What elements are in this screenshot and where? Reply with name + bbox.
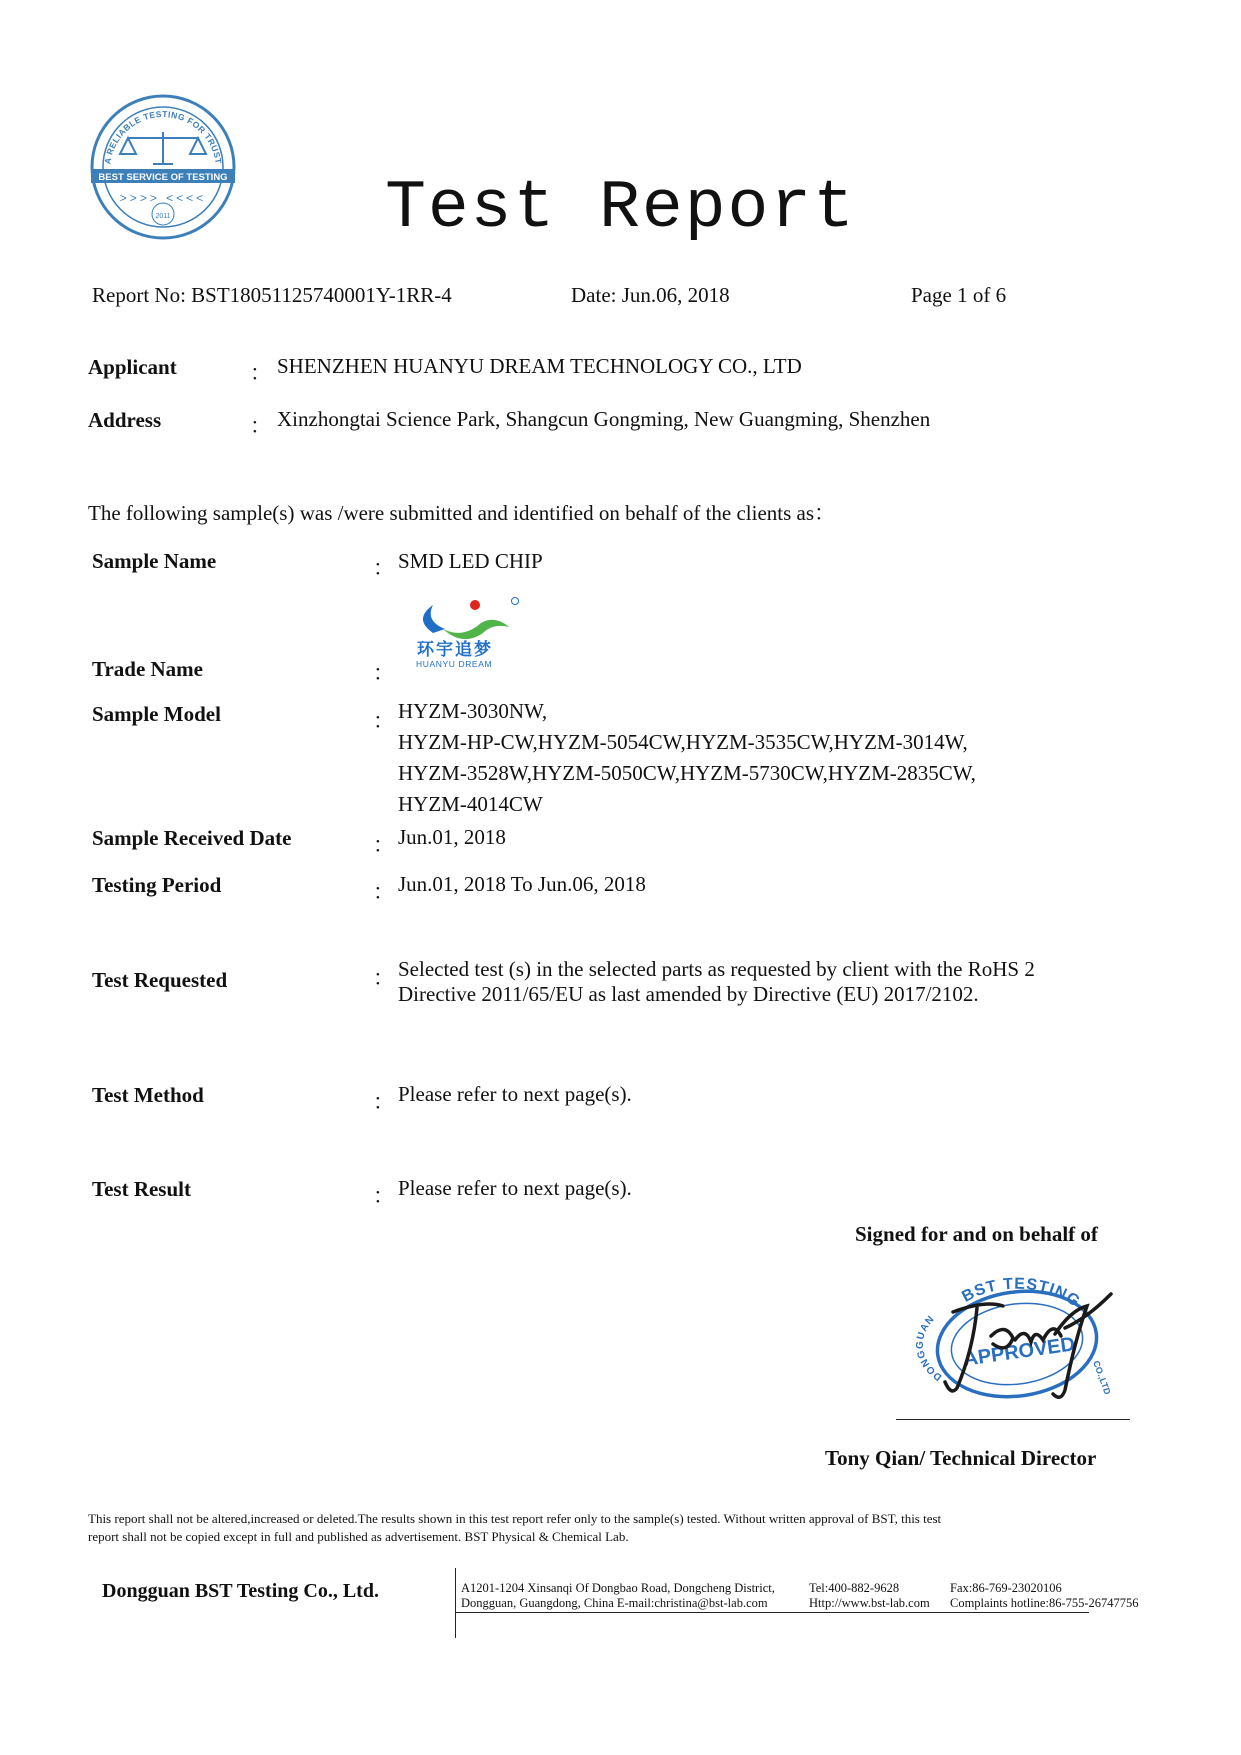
sample-name-value: SMD LED CHIP (398, 549, 543, 573)
received-date-colon: ： (373, 833, 394, 857)
testing-period-label: Testing Period (92, 873, 222, 897)
stamp-center-text: APPROVED (962, 1333, 1077, 1371)
footer-web[interactable]: Http://www.bst-lab.com (809, 1596, 930, 1610)
test-requested-line: Directive 2011/65/EU as last amended by Directive (EU) 2017/2102. (398, 982, 979, 1006)
test-result-value: Please refer to next page(s). (398, 1176, 632, 1200)
signature-line (896, 1419, 1130, 1420)
sample-name-label: Sample Name (92, 549, 217, 573)
huanyu-dream-logo (403, 593, 533, 673)
test-method-label: Test Method (92, 1083, 204, 1107)
footer-contact (809, 1581, 930, 1611)
trade-logo-cn: 环宇追梦 (417, 640, 493, 660)
applicant-label: Applicant (88, 355, 177, 379)
signed-for-label: Signed for and on behalf of (855, 1222, 1098, 1246)
page-title: Test Report (385, 170, 856, 247)
report-number: Report No: BST18051125740001Y-1RR-4 (92, 283, 452, 307)
svg-text:>>>> <<<<: >>>> <<<< (119, 191, 207, 205)
received-date-label: Sample Received Date (92, 826, 292, 850)
sample-model-line: HYZM-3528W,HYZM-5050CW,HYZM-5730CW,HYZM-2835CW, (398, 761, 976, 785)
sample-model-list (398, 696, 976, 820)
logo-band-text: BEST SERVICE OF TESTING (98, 172, 228, 183)
intro-text: The following sample(s) was /were submitted and identified on behalf of the clients as： (88, 501, 836, 525)
logo-arc-text: A RELIABLE TESTING FOR TRUST (102, 108, 224, 165)
footer-horizontal-rule (455, 1612, 1089, 1613)
footer-address (461, 1581, 775, 1611)
footer-hotline: Complaints hotline:86-755-26747756 (950, 1596, 1139, 1610)
approval-stamp (915, 1270, 1125, 1410)
test-method-value: Please refer to next page(s). (398, 1082, 632, 1106)
testing-period-value: Jun.01, 2018 To Jun.06, 2018 (398, 872, 646, 896)
sample-model-colon: ： (373, 709, 394, 733)
stamp-top-text: BST TESTING (959, 1275, 1084, 1311)
trade-name-colon: ： (373, 661, 394, 685)
stamp-right-text: CO.,LTD (1091, 1359, 1113, 1396)
svg-text:DONGGUAN (915, 1314, 944, 1383)
footer-address-line: A1201-1204 Xinsanqi Of Dongbao Road, Dongcheng District, (461, 1581, 775, 1595)
test-requested-colon: ： (373, 966, 394, 990)
received-date-value: Jun.01, 2018 (398, 825, 506, 849)
test-requested-line: Selected test (s) in the selected parts as requested by client with the RoHS 2 (398, 957, 1035, 981)
sample-model-label: Sample Model (92, 702, 221, 726)
page-indicator: Page 1 of 6 (911, 283, 1007, 307)
approval-stamp-seal (915, 1270, 1125, 1410)
footer-fax: Fax:86-769-23020106 (950, 1581, 1062, 1595)
test-requested-value (398, 957, 1035, 1007)
test-result-label: Test Result (92, 1177, 191, 1201)
sample-model-line: HYZM-HP-CW,HYZM-5054CW,HYZM-3535CW,HYZM-3014W, (398, 730, 968, 754)
sample-model-line: HYZM-3030NW, (398, 699, 548, 723)
footer-company: Dongguan BST Testing Co., Ltd. (102, 1580, 379, 1602)
address-value: Xinzhongtai Science Park, Shangcun Gongming, New Guangming, Shenzhen (277, 407, 931, 431)
trade-logo (403, 593, 533, 673)
stamp-left-text: DONGGUAN (915, 1313, 945, 1383)
signer-name-title: Tony Qian/ Technical Director (825, 1446, 1097, 1470)
disclaimer-line: This report shall not be altered,increased or deleted.The results shown in this test report refer only to the sample(s) tested. Without written approval of BST, this test (88, 1511, 942, 1526)
test-requested-label: Test Requested (92, 968, 228, 992)
logo-year: 2011 (155, 213, 171, 220)
disclaimer (88, 1510, 1178, 1546)
test-result-colon: ： (373, 1184, 394, 1208)
address-colon: ： (250, 414, 271, 438)
disclaimer-line: report shall not be copied except in full and published as advertisement. BST Physical & Chemical Lab. (88, 1529, 629, 1544)
applicant-colon: ： (250, 361, 271, 385)
sample-model-line: HYZM-4014CW (398, 792, 543, 816)
sample-name-colon: ： (373, 556, 394, 580)
scales-icon (120, 132, 206, 164)
test-method-colon: ： (373, 1090, 394, 1114)
trade-logo-en: HUANYU DREAM (416, 659, 493, 669)
footer-address-line: Dongguan, Guangdong, China E-mail:christina@bst-lab.com (461, 1596, 768, 1610)
trade-name-label: Trade Name (92, 657, 203, 681)
applicant-value: SHENZHEN HUANYU DREAM TECHNOLOGY CO., LTD (277, 354, 802, 378)
footer-tel: Tel:400-882-9628 (809, 1581, 900, 1595)
footer-fax-hotline (950, 1581, 1139, 1611)
address-label: Address (88, 408, 162, 432)
footer-vertical-rule (455, 1568, 456, 1638)
testing-period-colon: ： (373, 880, 394, 904)
report-date: Date: Jun.06, 2018 (571, 283, 730, 307)
